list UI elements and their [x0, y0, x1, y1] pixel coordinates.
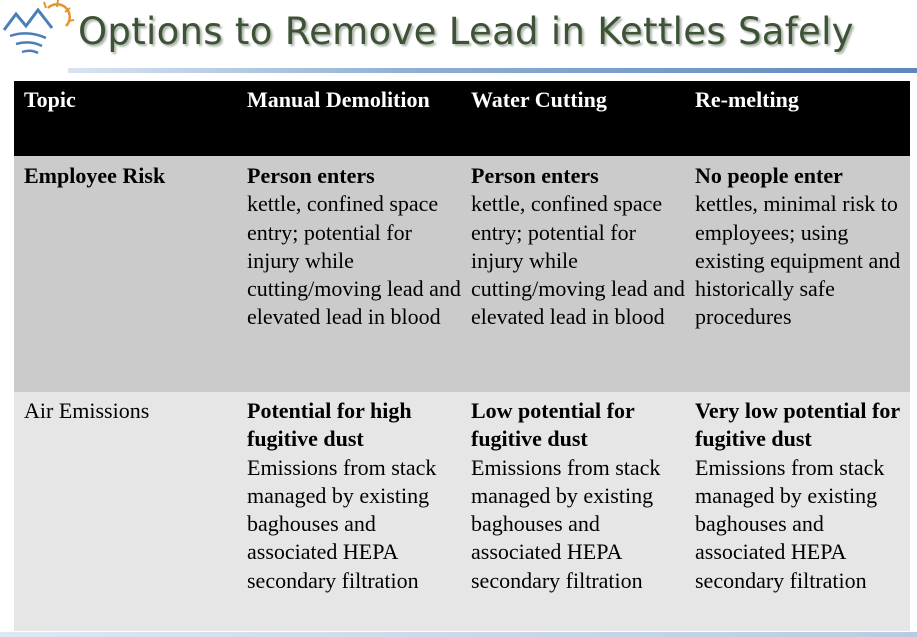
- row-topic: Employee Risk: [14, 156, 237, 392]
- table-cell: [685, 156, 910, 392]
- comparison-table: [14, 81, 910, 631]
- cell-lead-text: No people enter: [695, 163, 843, 188]
- header-water-cutting: Water Cutting: [461, 81, 685, 156]
- cell-body-text: Emissions from stack managed by existing baghouses and associated HEPA secondary filtration: [247, 454, 437, 593]
- cell-body-text: Emissions from stack managed by existing baghouses and associated HEPA secondary filtration: [695, 454, 885, 593]
- cell-lead-text: Very low potential for fugitive dust: [695, 398, 900, 452]
- cell-lead-text: Low potential for fugitive dust: [471, 398, 635, 452]
- slide-bottom-band: [0, 632, 917, 637]
- header-re-melting: Re-melting: [685, 81, 910, 156]
- table-cell: [237, 156, 461, 392]
- header-topic: Topic: [14, 81, 237, 156]
- mountain-sun-logo-icon: [0, 0, 78, 72]
- table-cell: [237, 392, 461, 631]
- header-manual-demolition: Manual Demolition: [237, 81, 461, 156]
- cell-lead-text: Potential for high fugitive dust: [247, 398, 412, 452]
- slide-title: Options to Remove Lead in Kettles Safely: [78, 10, 854, 53]
- cell-lead-text: Person enters: [471, 163, 599, 188]
- cell-body-text: kettles, minimal risk to employees; using existing equipment and historically safe procedures: [695, 191, 901, 330]
- cell-body-text: kettle, confined space entry; potential for injury while cutting/moving lead and elevated lead in blood: [247, 191, 461, 330]
- table-header-row: [14, 81, 910, 156]
- cell-body-text: Emissions from stack managed by existing baghouses and associated HEPA secondary filtration: [471, 454, 661, 593]
- table-row-employee-risk: [14, 156, 910, 392]
- row-topic: Air Emissions: [14, 392, 237, 631]
- table-cell: [461, 392, 685, 631]
- cell-lead-text: Person enters: [247, 163, 375, 188]
- title-divider: [68, 68, 917, 73]
- table-cell: [685, 392, 910, 631]
- table-cell: [461, 156, 685, 392]
- table-row-air-emissions: [14, 392, 910, 631]
- cell-body-text: kettle, confined space entry; potential for injury while cutting/moving lead and elevated lead in blood: [471, 191, 685, 330]
